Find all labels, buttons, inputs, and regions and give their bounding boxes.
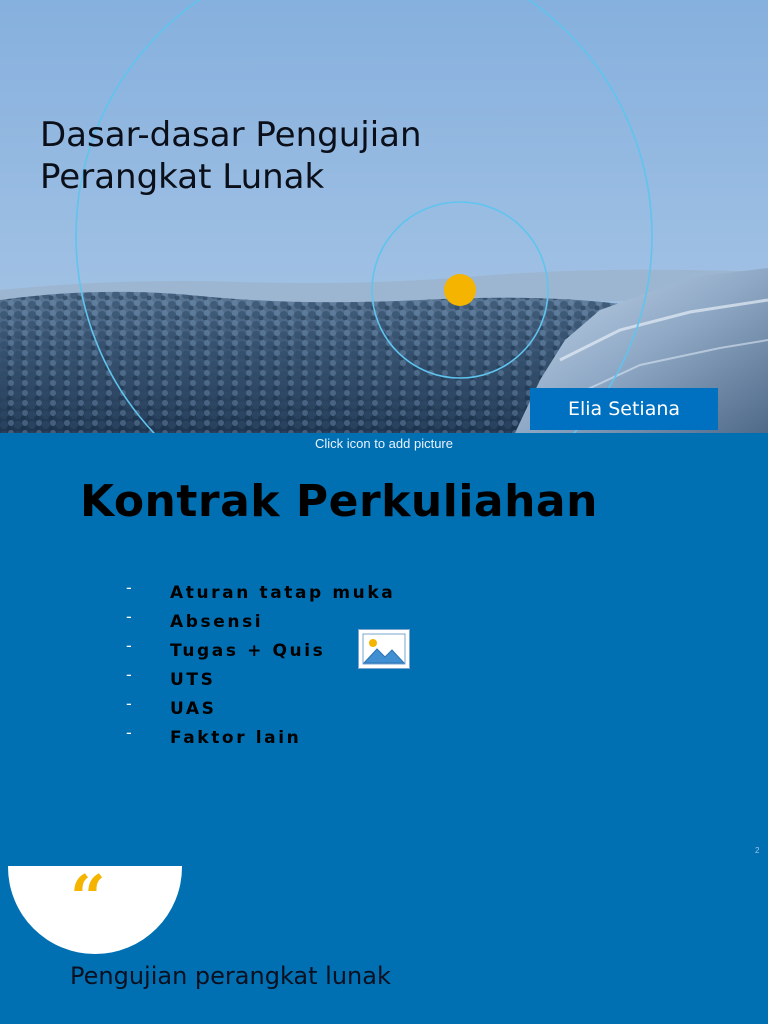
cut-off-text-line xyxy=(100,1016,660,1024)
add-picture-caption[interactable]: Click icon to add picture xyxy=(314,436,453,451)
list-item-label: Tugas + Quis xyxy=(170,640,326,661)
slide-title: Kontrak Perkuliahan xyxy=(80,476,598,527)
list-item xyxy=(126,578,395,607)
list-item-label: Faktor lain xyxy=(170,727,302,748)
page-number: 2 xyxy=(755,846,760,855)
bullet-marker: - xyxy=(126,607,135,626)
list-item-label: Aturan tatap muka xyxy=(170,582,396,603)
presentation-title: Dasar-dasar Pengujian Perangkat Lunak xyxy=(40,115,422,197)
list-item xyxy=(126,723,395,752)
list-item xyxy=(126,694,395,723)
list-item xyxy=(126,665,395,694)
bullet-marker: - xyxy=(126,578,135,597)
sun-dot xyxy=(444,274,476,306)
title-slide xyxy=(0,0,768,433)
author-box: Elia Setiana xyxy=(530,388,718,430)
image-placeholder-icon xyxy=(359,630,409,668)
list-item-label: UTS xyxy=(170,669,216,690)
bullet-marker: - xyxy=(126,723,135,742)
bullet-marker: - xyxy=(126,694,135,713)
bullet-marker: - xyxy=(126,636,135,655)
landscape-photo xyxy=(0,0,768,433)
bullet-list xyxy=(126,578,395,752)
list-item xyxy=(126,636,395,665)
bullet-marker: - xyxy=(126,665,135,684)
list-item-label: UAS xyxy=(170,698,217,719)
list-item xyxy=(126,607,395,636)
quote-icon: “ xyxy=(70,861,106,934)
quote-text: Pengujian perangkat lunak xyxy=(70,962,391,990)
list-item-label: Absensi xyxy=(170,611,264,632)
picture-icon[interactable] xyxy=(358,629,410,669)
